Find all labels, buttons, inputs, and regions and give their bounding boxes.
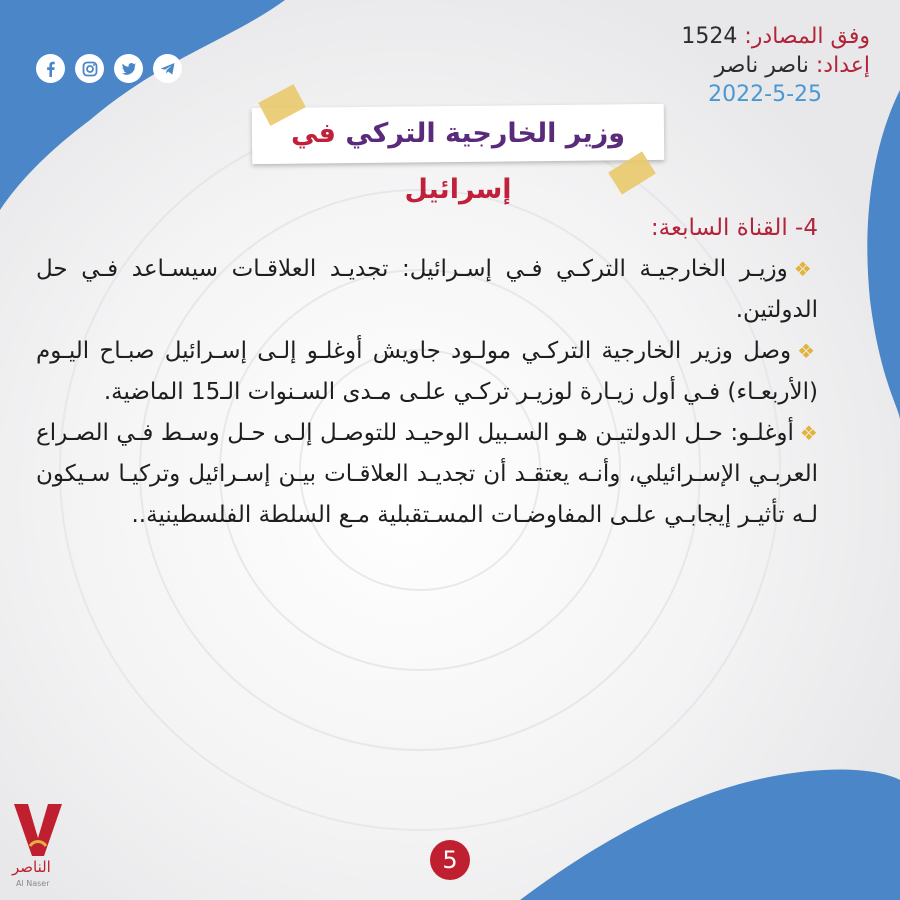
diamond-bullet-icon: ❖ xyxy=(797,339,818,363)
logo-text: الناصر xyxy=(12,858,51,876)
section-heading: 4- القناة السابعة: xyxy=(650,215,818,241)
date: 2022-5-25 xyxy=(708,82,822,107)
diamond-bullet-icon: ❖ xyxy=(799,421,818,445)
sources-value: 1524 xyxy=(681,24,738,49)
title-main: وزير الخارجية التركي xyxy=(345,118,626,149)
title-accent: في إسرائيل xyxy=(290,118,512,205)
instagram-icon[interactable] xyxy=(75,54,104,83)
al-naser-logo-icon xyxy=(6,800,70,890)
sources-label: وفق المصادر: xyxy=(744,24,870,49)
sources-line xyxy=(681,22,870,51)
bullet-text: أوغلـو: حـل الدولتيـن هـو السـبيل الوحيـد للتوصـل إلـى حـل وسـط فـي الصـراع العربـي الإسـرائيلي، وأنـه يعتقـد أن تجديـد العلاقـات بيـن إسـرائيل وتركيـا سـيكون لـه تأثيـر إيجابـي علـى المفاوضـات المسـتقبلية مـع السلطة الفلسطينية.. xyxy=(36,420,818,528)
page-title xyxy=(252,106,664,205)
prepared-value: ناصر ناصر xyxy=(714,53,809,78)
prepared-label: إعداد: xyxy=(815,53,870,78)
bullet-text: وصل وزير الخارجية التركـي مولـود جاويش أوغلـو إلـى إسـرائيل صبـاح اليـوم (الأربعـاء) فـي أول زيـارة لوزيـر تركـي علـى مـدى السـنوات الـ15 الماضية. xyxy=(36,338,818,405)
bullet-item xyxy=(36,413,818,536)
prepared-line xyxy=(681,51,870,80)
article-body xyxy=(36,208,818,536)
page-number: 5 xyxy=(430,840,470,880)
social-icons xyxy=(36,54,182,83)
bullet-item xyxy=(36,249,818,331)
diamond-bullet-icon: ❖ xyxy=(793,257,818,281)
facebook-icon[interactable] xyxy=(36,54,65,83)
bullet-item xyxy=(36,331,818,413)
bullet-text: وزيـر الخارجيـة التركـي فـي إسـرائيل: تجديـد العلاقـات سيسـاعد فـي حل الدولتين. xyxy=(36,256,818,323)
twitter-icon[interactable] xyxy=(114,54,143,83)
telegram-icon[interactable] xyxy=(153,54,182,83)
source-info xyxy=(681,22,870,109)
logo-subtitle: Al Naser xyxy=(16,879,50,888)
